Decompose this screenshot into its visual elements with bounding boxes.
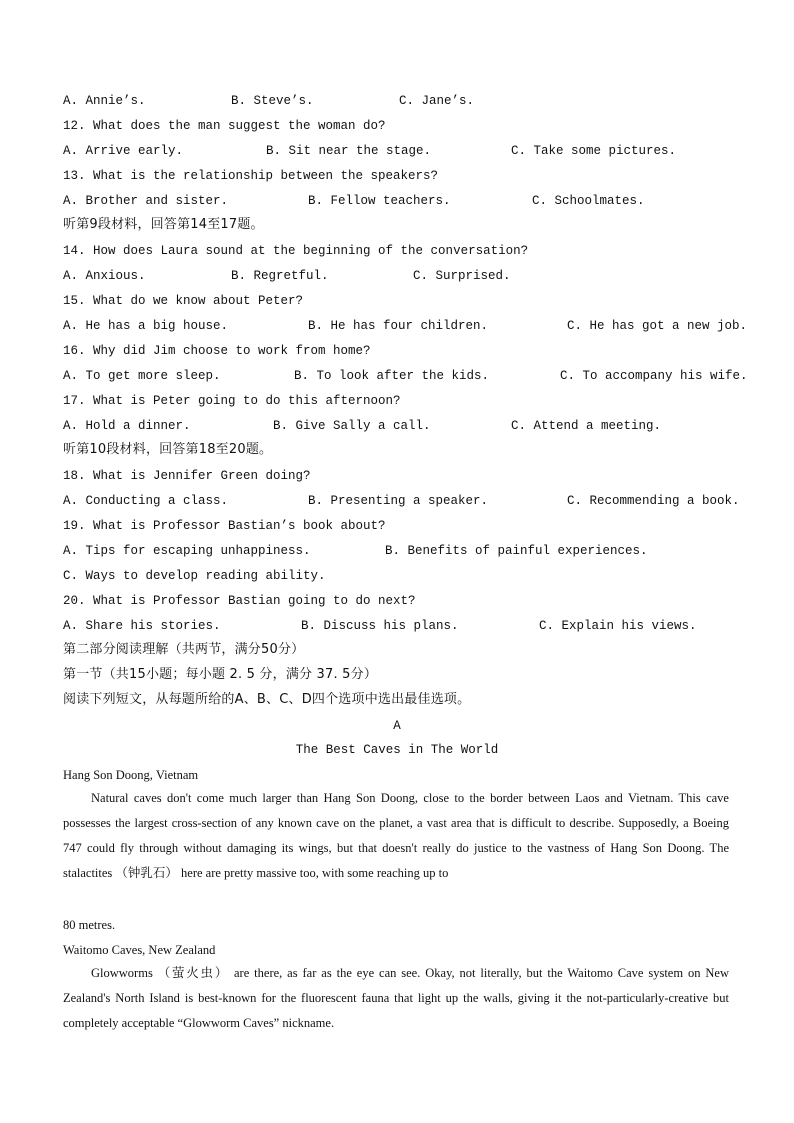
section-9-heading: 听第9段材料，回答第14至17题。	[63, 217, 264, 232]
q14-option-a: A. Anxious.	[63, 269, 146, 283]
section-10-heading: 听第10段材料，回答第18至20题。	[63, 442, 273, 457]
q19-option-b: B. Benefits of painful experiences.	[385, 544, 648, 558]
q15-stem: 15. What do we know about Peter?	[63, 294, 304, 308]
q13-stem: 13. What is the relationship between the speakers?	[63, 169, 439, 183]
q15-option-b: B. He has four children.	[308, 319, 489, 333]
passage-title: The Best Caves in The World	[295, 743, 499, 757]
cave1-heading: Hang Son Doong, Vietnam	[63, 768, 199, 782]
q16-option-c: C. To accompany his wife.	[560, 369, 748, 383]
q11-option-c: C. Jane’s.	[399, 94, 475, 108]
cave1-tail: 80 metres.	[63, 918, 116, 932]
q11-option-b: B. Steve’s.	[231, 94, 314, 108]
q12-option-b: B. Sit near the stage.	[266, 144, 432, 158]
part-2-heading: 第二部分阅读理解（共两节，满分50分）	[63, 642, 305, 657]
q14-option-b: B. Regretful.	[231, 269, 329, 283]
q20-stem: 20. What is Professor Bastian going to do next?	[63, 594, 416, 608]
q15-option-c: C. He has got a new job.	[567, 319, 748, 333]
q14-option-c: C. Surprised.	[413, 269, 511, 283]
q17-option-c: C. Attend a meeting.	[511, 419, 662, 433]
q18-option-b: B. Presenting a speaker.	[308, 494, 489, 508]
q19-option-a: A. Tips for escaping unhappiness.	[63, 544, 311, 558]
q18-option-a: A. Conducting a class.	[63, 494, 229, 508]
q16-option-b: B. To look after the kids.	[294, 369, 490, 383]
q12-option-c: C. Take some pictures.	[511, 144, 677, 158]
instructions: 阅读下列短文，从每题所给的A、B、C、D四个选项中选出最佳选项。	[63, 692, 471, 707]
q18-option-c: C. Recommending a book.	[567, 494, 740, 508]
passage-letter: A	[393, 719, 401, 733]
q18-stem: 18. What is Jennifer Green doing?	[63, 469, 311, 483]
q13-option-a: A. Brother and sister.	[63, 194, 229, 208]
q17-option-a: A. Hold a dinner.	[63, 419, 191, 433]
q19-option-c: C. Ways to develop reading ability.	[63, 569, 326, 583]
q17-stem: 17. What is Peter going to do this afternoon?	[63, 394, 401, 408]
q20-option-c: C. Explain his views.	[539, 619, 697, 633]
q12-option-a: A. Arrive early.	[63, 144, 184, 158]
q13-option-c: C. Schoolmates.	[532, 194, 645, 208]
q12-stem: 12. What does the man suggest the woman do?	[63, 119, 386, 133]
q16-stem: 16. Why did Jim choose to work from home?	[63, 344, 371, 358]
q13-option-b: B. Fellow teachers.	[308, 194, 451, 208]
q16-option-a: A. To get more sleep.	[63, 369, 221, 383]
q17-option-b: B. Give Sally a call.	[273, 419, 431, 433]
q11-option-a: A. Annie’s.	[63, 94, 146, 108]
section-1-heading: 第一节（共15小题；每小题 2. 5 分，满分 37. 5分）	[63, 667, 378, 682]
q20-option-b: B. Discuss his plans.	[301, 619, 459, 633]
q14-stem: 14. How does Laura sound at the beginning of the conversation?	[63, 244, 529, 258]
q20-option-a: A. Share his stories.	[63, 619, 221, 633]
cave1-paragraph: Natural caves don't come much larger than Hang Son Doong, close to the border between Laos and Vietnam. This cave possesses the largest cross-section of any known cave on the planet, a vast area that is difficult to describe. Supposedly, a Boeing 747 could fly through without damaging its wings, but that doesn't really do justice to the vastness of Hang Son Doong. The stalactites （钟乳石） here are pretty massive too, with some reaching up to	[63, 791, 729, 880]
q15-option-a: A. He has a big house.	[63, 319, 229, 333]
cave2-heading: Waitomo Caves, New Zealand	[63, 943, 216, 957]
cave2-paragraph: Glowworms （萤火虫） are there, as far as the eye can see. Okay, not literally, but the Waitomo Cave system on New Zealand's North Island is best-known for the fluorescent fauna that light up the walls, giving it the not-particularly-creative but completely acceptable “Glowworm Caves” nickname.	[63, 966, 729, 1030]
q19-stem: 19. What is Professor Bastian’s book about?	[63, 519, 386, 533]
